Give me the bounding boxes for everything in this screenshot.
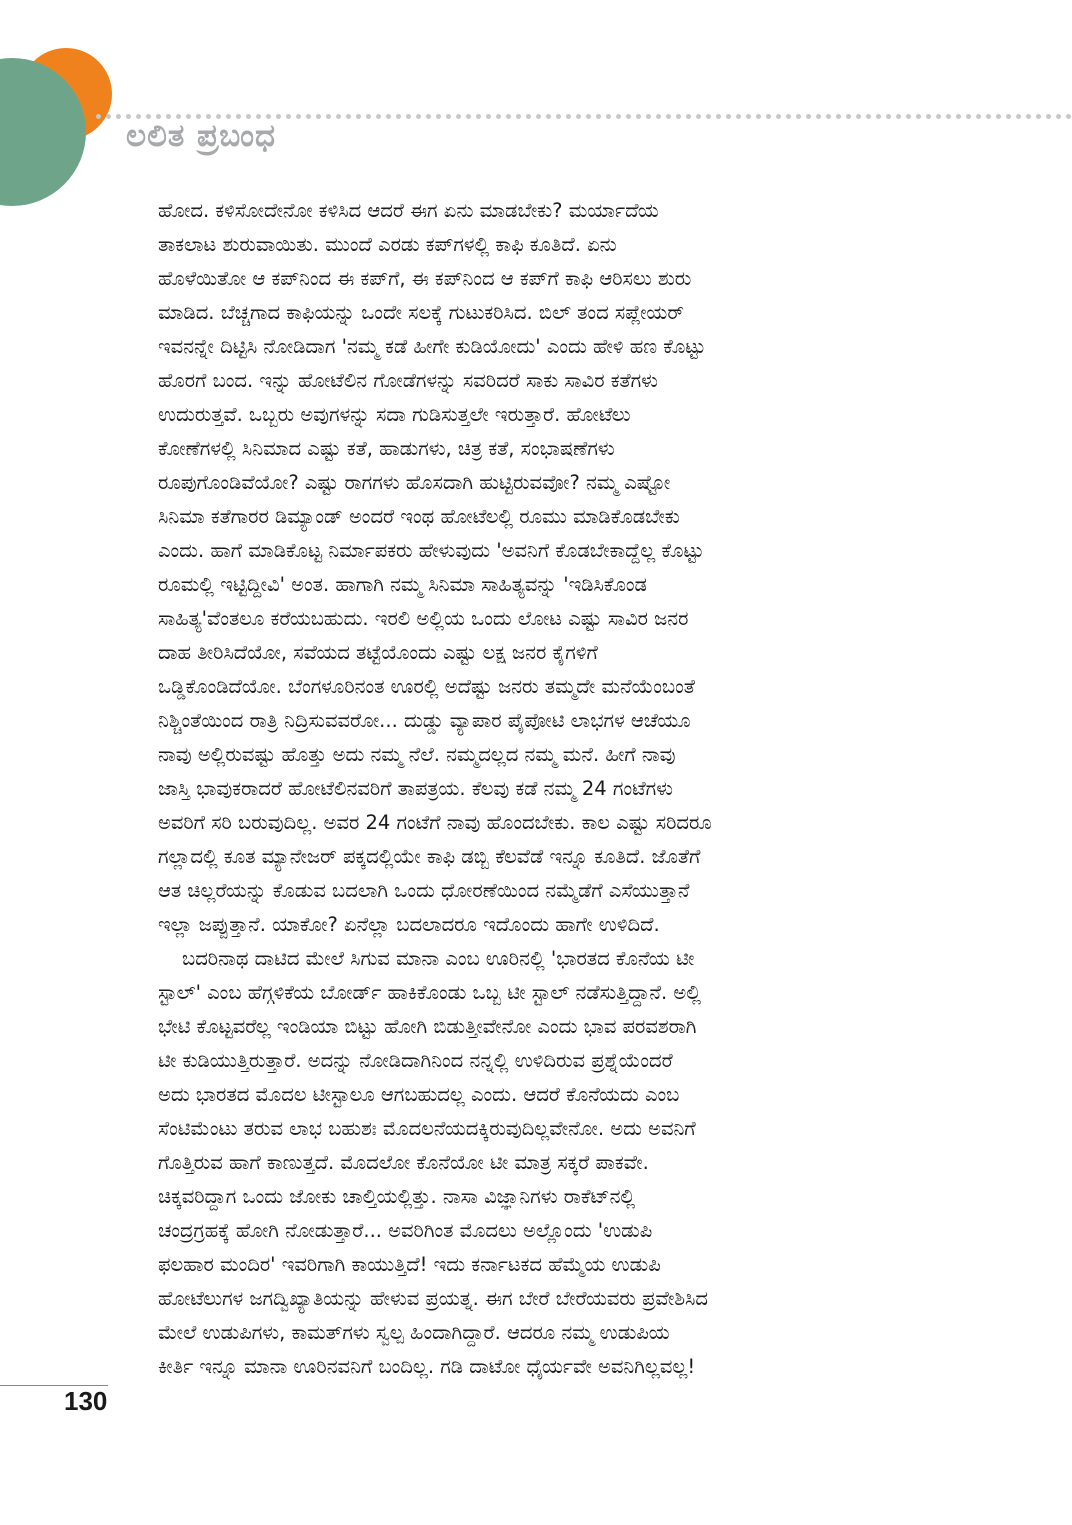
text-line: ಗೊತ್ತಿರುವ ಹಾಗೆ ಕಾಣುತ್ತದೆ. ಮೊದಲೋ ಕೊನೆಯೋ ಟೀ ಮಾತ್ರ ಸಕ್ಕರೆ ಪಾಕವೇ. [158, 1151, 649, 1174]
text-line: ಹೊಳೆಯಿತೋ ಆ ಕಪ್‌ನಿಂದ ಈ ಕಪ್‌ಗೆ, ಈ ಕಪ್‌ನಿಂದ ಆ ಕಪ್‌ಗೆ ಕಾಫಿ ಆರಿಸಲು ಶುರು [158, 267, 692, 290]
text-line: ಇವನನ್ನೇ ದಿಟ್ಟಿಸಿ ನೋಡಿದಾಗ 'ನಮ್ಮ ಕಡೆ ಹೀಗೇ ಕುಡಿಯೋದು' ಎಂದು ಹೇಳಿ ಹಣ ಕೊಟ್ಟು [158, 335, 706, 358]
text-line: ರೂಪುಗೊಂಡಿವೆಯೋ? ಎಷ್ಟು ರಾಗಗಳು ಹೊಸದಾಗಿ ಹುಟ್ಟಿರುವವೋ? ನಮ್ಮ ಎಷ್ಟೋ [158, 471, 671, 494]
text-line: ಟೀ ಕುಡಿಯುತ್ತಿರುತ್ತಾರೆ. ಅದನ್ನು ನೋಡಿದಾಗಿನಿಂದ ನನ್ನಲ್ಲಿ ಉಳಿದಿರುವ ಪ್ರಶ್ನೆಯೆಂದರೆ [158, 1049, 673, 1072]
text-line: ನಾವು ಅಲ್ಲಿರುವಷ್ಟು ಹೊತ್ತು ಅದು ನಮ್ಮ ನೆಲೆ. ನಮ್ಮದಲ್ಲದ ನಮ್ಮ ಮನೆ. ಹೀಗೆ ನಾವು [158, 743, 676, 766]
text-line: ನಿಶ್ಚಿಂತೆಯಿಂದ ರಾತ್ರಿ ನಿದ್ರಿಸುವವರೋ... ದುಡ್ಡು ವ್ಯಾಪಾರ ಪೈಪೋಟಿ ಲಾಭಗಳ ಆಚೆಯೂ [158, 709, 691, 732]
text-line: ರೂಮಲ್ಲಿ ಇಟ್ಟಿದ್ದೀವಿ' ಅಂತ. ಹಾಗಾಗಿ ನಮ್ಮ ಸಿನಿಮಾ ಸಾಹಿತ್ಯವನ್ನು 'ಇಡಿಸಿಕೊಂಡ [158, 573, 647, 596]
text-line: ಅದು ಭಾರತದ ಮೊದಲ ಟೀಸ್ಟಾಲೂ ಆಗಬಹುದಲ್ಲ ಎಂದು. ಆದರೆ ಕೊನೆಯದು ಎಂಬ [158, 1083, 680, 1106]
text-line: ಒಡ್ಡಿಕೊಂಡಿದೆಯೋ. ಬೆಂಗಳೂರಿನಂತ ಊರಲ್ಲಿ ಅದೆಷ್ಟು ಜನರು ತಮ್ಮದೇ ಮನೆಯೆಂಬಂತೆ [158, 675, 695, 698]
text-line: ಆತ ಚಿಲ್ಲರೆಯನ್ನು ಕೊಡುವ ಬದಲಾಗಿ ಒಂದು ಧೋರಣೆಯಿಂದ ನಮ್ಮೆಡೆಗೆ ಎಸೆಯುತ್ತಾನೆ [158, 879, 690, 902]
text-line: ಸ್ಟಾಲ್' ಎಂಬ ಹೆಗ್ಗಳಿಕೆಯ ಬೋರ್ಡ್ ಹಾಕಿಕೊಂಡು ಒಬ್ಬ ಟೀ ಸ್ಟಾಲ್ ನಡೆಸುತ್ತಿದ್ದಾನೆ. ಅಲ್ಲಿ [158, 981, 702, 1004]
text-line: ಫಲಹಾರ ಮಂದಿರ' ಇವರಿಗಾಗಿ ಕಾಯುತ್ತಿದೆ! ಇದು ಕರ್ನಾಟಕದ ಹೆಮ್ಮೆಯ ಉಡುಪಿ [158, 1253, 661, 1276]
text-line: ಚಿಕ್ಕವರಿದ್ದಾಗ ಒಂದು ಜೋಕು ಚಾಲ್ತಿಯಲ್ಲಿತ್ತು. ನಾಸಾ ವಿಜ್ಞಾನಿಗಳು ರಾಕೆಟ್‌ನಲ್ಲಿ [158, 1185, 636, 1208]
text-line: ದಾಹ ತೀರಿಸಿದೆಯೋ, ಸವೆಯದ ತಟ್ಟೆಯೊಂದು ಎಷ್ಟು ಲಕ್ಷ ಜನರ ಕೈಗಳಿಗೆ [158, 641, 598, 664]
text-line: ಇಲ್ಲಾ ಜಪ್ಪುತ್ತಾನೆ. ಯಾಕೋ? ಏನೆಲ್ಲಾ ಬದಲಾದರೂ ಇದೊಂದು ಹಾಗೇ ಉಳಿದಿದೆ. [158, 913, 660, 936]
text-line: ಹೋಟೆಲುಗಳ ಜಗದ್ವಿಖ್ಯಾತಿಯನ್ನು ಹೇಳುವ ಪ್ರಯತ್ನ. ಈಗ ಬೇರೆ ಬೇರೆಯವರು ಪ್ರವೇಶಿಸಿದ [158, 1287, 708, 1310]
text-line: ಹೋದ. ಕಳಿಸೋದೇನೋ ಕಳಿಸಿದ ಆದರೆ ಈಗ ಏನು ಮಾಡಬೇಕು? ಮರ್ಯಾದೆಯ [158, 199, 659, 222]
text-line: ಎಂದು. ಹಾಗೆ ಮಾಡಿಕೊಟ್ಟ ನಿರ್ಮಾಪಕರು ಹೇಳುವುದು 'ಅವನಿಗೆ ಕೊಡಬೇಕಾದ್ದೆಲ್ಲ ಕೊಟ್ಟು [158, 539, 704, 562]
text-line: ಕೀರ್ತಿ ಇನ್ನೂ ಮಾನಾ ಊರಿನವನಿಗೆ ಬಂದಿಲ್ಲ. ಗಡಿ ದಾಟೋ ಧೈರ್ಯವೇ ಅವನಿಗಿಲ್ಲವಲ್ಲ! [158, 1355, 696, 1378]
text-line: ಮಾಡಿದ. ಬೆಚ್ಚಗಾದ ಕಾಫಿಯನ್ನು ಒಂದೇ ಸಲಕ್ಕೆ ಗುಟುಕರಿಸಿದ. ಬಿಲ್ ತಂದ ಸಪ್ಲೇಯರ್ [158, 301, 684, 324]
text-line: ಕೋಣೆಗಳಲ್ಲಿ ಸಿನಿಮಾದ ಎಷ್ಟು ಕತೆ, ಹಾಡುಗಳು, ಚಿತ್ರ ಕತೆ, ಸಂಭಾಷಣೆಗಳು [158, 437, 615, 460]
text-line: ಸೆಂಟಿಮೆಂಟು ತರುವ ಲಾಭ ಬಹುಶಃ ಮೊದಲನೆಯದಕ್ಕಿರುವುದಿಲ್ಲವೇನೋ. ಅದು ಅವನಿಗೆ [158, 1117, 696, 1140]
body-text [158, 194, 910, 1384]
text-line: ಸಾಹಿತ್ಯ'ವೆಂತಲೂ ಕರೆಯಬಹುದು. ಇರಲಿ ಅಲ್ಲಿಯ ಒಂದು ಲೋಟ ಎಷ್ಟು ಸಾವಿರ ಜನರ [158, 607, 689, 630]
text-line: ಅವರಿಗೆ ಸರಿ ಬರುವುದಿಲ್ಲ. ಅವರ 24 ಗಂಟೆಗೆ ನಾವು ಹೊಂದಬೇಕು. ಕಾಲ ಎಷ್ಟು ಸರಿದರೂ [158, 811, 712, 834]
text-line: ಸಿನಿಮಾ ಕತೆಗಾರರ ಡಿಮ್ಯಾಂಡ್ ಅಂದರೆ ಇಂಥ ಹೋಟೆಲಲ್ಲಿ ರೂಮು ಮಾಡಿಕೊಡಬೇಕು [158, 505, 680, 528]
text-line: ತಾಕಲಾಟ ಶುರುವಾಯಿತು. ಮುಂದೆ ಎರಡು ಕಪ್‌ಗಳಲ್ಲಿ ಕಾಫಿ ಕೂತಿದೆ. ಏನು [158, 233, 617, 256]
page-number: 130 [64, 1386, 108, 1416]
text-line: ಮೇಲೆ ಉಡುಪಿಗಳು, ಕಾಮತ್‌ಗಳು ಸ್ವಲ್ಪ ಹಿಂದಾಗಿದ್ದಾರೆ. ಆದರೂ ನಮ್ಮ ಉಡುಪಿಯ [158, 1321, 670, 1344]
section-title: ಲಲಿತ ಪ್ರಬಂಧ [126, 118, 277, 154]
text-line: ಹೊರಗೆ ಬಂದ. ಇನ್ನು ಹೋಟೆಲಿನ ಗೋಡೆಗಳನ್ನು ಸವರಿದರೆ ಸಾಕು ಸಾವಿರ ಕತೆಗಳು [158, 369, 658, 392]
text-line: ಗಲ್ಲಾದಲ್ಲಿ ಕೂತ ಮ್ಯಾನೇಜರ್ ಪಕ್ಕದಲ್ಲಿಯೇ ಕಾಫಿ ಡಬ್ಬಿ ಕೆಲವೆಡೆ ಇನ್ನೂ ಕೂತಿದೆ. ಜೊತೆಗೆ [158, 845, 701, 868]
text-line: ಭೇಟಿ ಕೊಟ್ಟವರೆಲ್ಲ ಇಂಡಿಯಾ ಬಿಟ್ಟು ಹೋಗಿ ಬಿಡುತ್ತೀವೇನೋ ಎಂದು ಭಾವ ಪರವಶರಾಗಿ [158, 1015, 697, 1038]
text-line: ಜಾಸ್ತಿ ಭಾವುಕರಾದರೆ ಹೋಟೆಲಿನವರಿಗೆ ತಾಪತ್ರಯ. ಕೆಲವು ಕಡೆ ನಮ್ಮ 24 ಗಂಟೆಗಳು [158, 777, 673, 800]
text-line: ಚಂದ್ರಗ್ರಹಕ್ಕೆ ಹೋಗಿ ನೋಡುತ್ತಾರೆ... ಅವರಿಗಿಂತ ಮೊದಲು ಅಲ್ಲೊಂದು 'ಉಡುಪಿ [158, 1219, 653, 1242]
paragraph-start-line: ಬದರಿನಾಥ ದಾಟಿದ ಮೇಲೆ ಸಿಗುವ ಮಾನಾ ಎಂಬ ಊರಿನಲ್ಲಿ 'ಭಾರತದ ಕೊನೆಯ ಟೀ [182, 947, 695, 970]
text-line: ಉದುರುತ್ತವೆ. ಒಬ್ಬರು ಅವುಗಳನ್ನು ಸದಾ ಗುಡಿಸುತ್ತಲೇ ಇರುತ್ತಾರೆ. ಹೋಟೆಲು [158, 403, 631, 426]
